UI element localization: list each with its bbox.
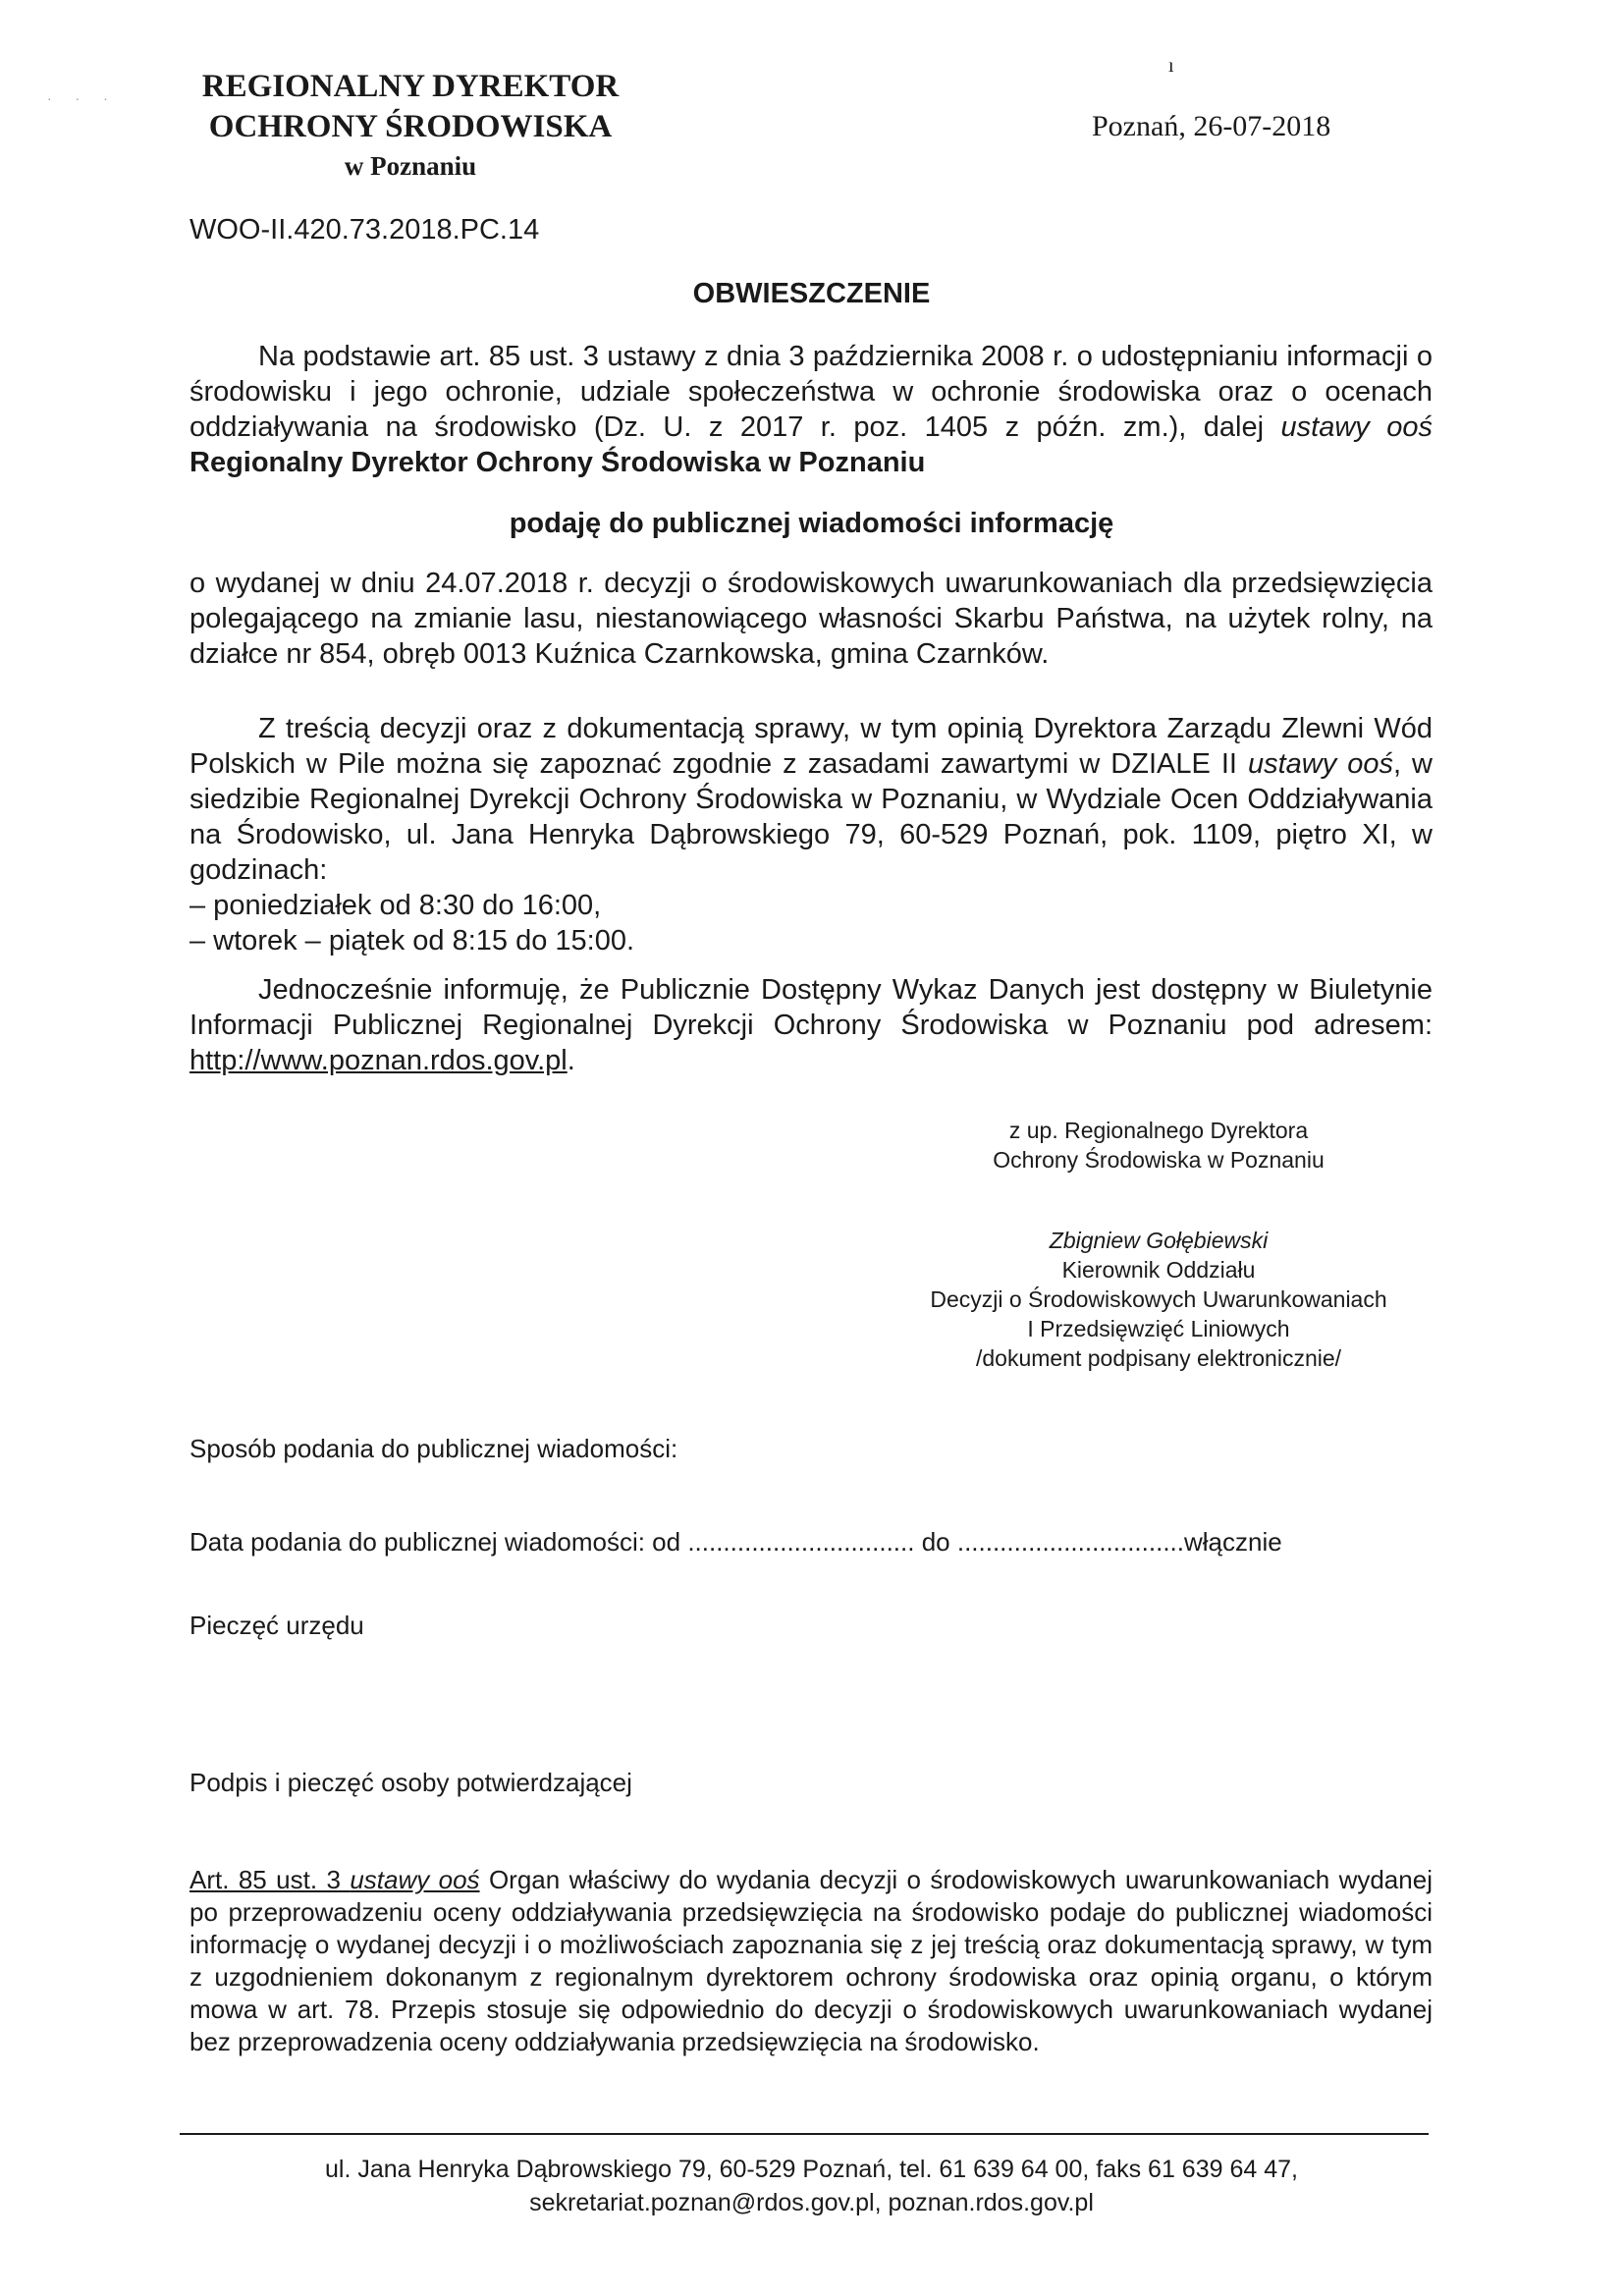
- issuer-line-1: REGIONALNY DYREKTOR: [201, 69, 620, 104]
- issuer-line-2: OCHRONY ŚRODOWISKA: [208, 109, 613, 144]
- access-text-a: Z treścią decyzji oraz z dokumentacją sprawy, w tym opinią Dyrektora Zarządu Zlewni Wód Polskich w Pile można się zapoznać zgodnie z zasadami zawartymi w DZIALE II: [189, 713, 1433, 780]
- announcement-heading: podaję do publicznej wiadomości informację: [509, 508, 1114, 539]
- form-method-label: Sposób podania do publicznej wiadomości:: [189, 1434, 678, 1463]
- signature-proxy: [952, 1116, 1365, 1175]
- scan-tick-mark: ı: [1168, 55, 1174, 77]
- bip-link[interactable]: http://www.poznan.rdos.gov.pl: [189, 1045, 568, 1076]
- signatory-role-3: I Przedsięwzięć Liniowych: [1027, 1316, 1290, 1341]
- issuer-header: [194, 67, 626, 185]
- footer-email-web: sekretariat.poznan@rdos.gov.pl, poznan.rdos.gov.pl: [529, 2189, 1094, 2216]
- access-act-abbrev: ustawy ooś: [1247, 748, 1393, 780]
- access-text: [189, 711, 1433, 888]
- hours-item: – poniedziałek od 8:30 do 16:00,: [189, 890, 602, 921]
- hours-item: – wtorek – piątek od 8:15 do 15:00.: [189, 925, 635, 957]
- form-stamp-label: Pieczęć urzędu: [189, 1611, 364, 1640]
- intro-act-abbrev: ustawy ooś: [1280, 411, 1433, 443]
- legal-note-text: Organ właściwy do wydania decyzji o środowiskowych uwarunkowaniach wydanej po przeprowadzeniu oceny oddziaływania przedsięwzięcia na środowisko podaje do publicznej wiadomości informację o wydanej decyzji i o możliwościach zapoznania się z jej treścią oraz dokumentacją sprawy, w tym z uzgodnieniem dokonanym z regionalnym dyrektorem ochrony środowiska oraz opinią organu, o którym mowa w art. 78. Przepis stosuje się odpowiednio do decyzji o środowiskowych uwarunkowaniach wydanej bez przeprowadzenia oceny oddziaływania przedsięwzięcia na środowisko.: [189, 1865, 1433, 2056]
- proxy-line-1: z up. Regionalnego Dyrektora: [1008, 1118, 1309, 1143]
- legal-ref-act: ustawy ooś: [350, 1865, 480, 1894]
- bip-paragraph: [189, 972, 1433, 1078]
- legal-ref-article: Art. 85 ust. 3: [189, 1865, 351, 1894]
- footer-address: ul. Jana Henryka Dąbrowskiego 79, 60-529 Poznań, tel. 61 639 64 00, faks 61 639 64 47,: [325, 2156, 1298, 2183]
- scan-artifact: · · ·: [47, 90, 118, 106]
- legal-ref: [189, 1865, 480, 1894]
- form-signature-label: Podpis i pieczęć osoby potwierdzającej: [189, 1768, 632, 1797]
- proxy-line-2: Ochrony Środowiska w Poznaniu: [993, 1147, 1325, 1173]
- document-date: Poznań, 26-07-2018: [1092, 110, 1331, 142]
- footer-divider: [180, 2133, 1429, 2135]
- form-dates-field: Data podania do publicznej wiadomości: od ................................ do ................................włącznie: [189, 1527, 1282, 1557]
- bip-text: Jednocześnie informuję, że Publicznie Dostępny Wykaz Danych jest dostępny w Biuletynie Informacji Publicznej Regionalnej Dyrekcji Ochrony Środowiska w Poznaniu pod adresem:: [189, 974, 1433, 1041]
- intro-text: Na podstawie art. 85 ust. 3 ustawy z dnia 3 października 2008 r. o udostępnianiu informacji o środowisku i jego ochronie, udziale społeczeństwa w ochronie środowiska oraz o ocenach oddziaływania na środowisko (Dz. U. z 2017 r. poz. 1405 z późn. zm.), dalej: [189, 341, 1433, 443]
- footer-contact: [0, 2153, 1623, 2219]
- signature-block: [884, 1226, 1434, 1373]
- intro-paragraph: [189, 339, 1433, 480]
- signatory-name: Zbigniew Gołębiewski: [1049, 1228, 1269, 1253]
- bip-end: .: [567, 1045, 575, 1076]
- e-signature-note: /dokument podpisany elektronicznie/: [975, 1345, 1342, 1371]
- intro-authority: Regionalny Dyrektor Ochrony Środowiska w Poznaniu: [189, 447, 926, 478]
- signatory-role-1: Kierownik Oddziału: [1061, 1257, 1256, 1283]
- case-number: WOO-II.420.73.2018.PC.14: [189, 214, 540, 246]
- decision-paragraph: o wydanej w dniu 24.07.2018 r. decyzji o środowiskowych uwarunkowaniach dla przedsięwzięcia polegającego na zmianie lasu, niestanowiącego własności Skarbu Państwa, na użytek rolny, na działce nr 854, obręb 0013 Kuźnica Czarnkowska, gmina Czarnków.: [189, 568, 1433, 670]
- access-paragraph: [189, 711, 1433, 958]
- signatory-role-2: Decyzji o Środowiskowych Uwarunkowaniach: [930, 1286, 1387, 1312]
- legal-note: [189, 1864, 1433, 2058]
- document-title: OBWIESZCZENIE: [692, 278, 931, 309]
- access-text-b: , w siedzibie Regionalnej Dyrekcji Ochrony Środowiska w Poznaniu, w Wydziale Ocen Oddziaływania na Środowisko, ul. Jana Henryka Dąbrowskiego 79, 60-529 Poznań, pok. 1109, piętro XI, w godzinach:: [189, 748, 1433, 886]
- issuer-city: w Poznaniu: [344, 151, 477, 181]
